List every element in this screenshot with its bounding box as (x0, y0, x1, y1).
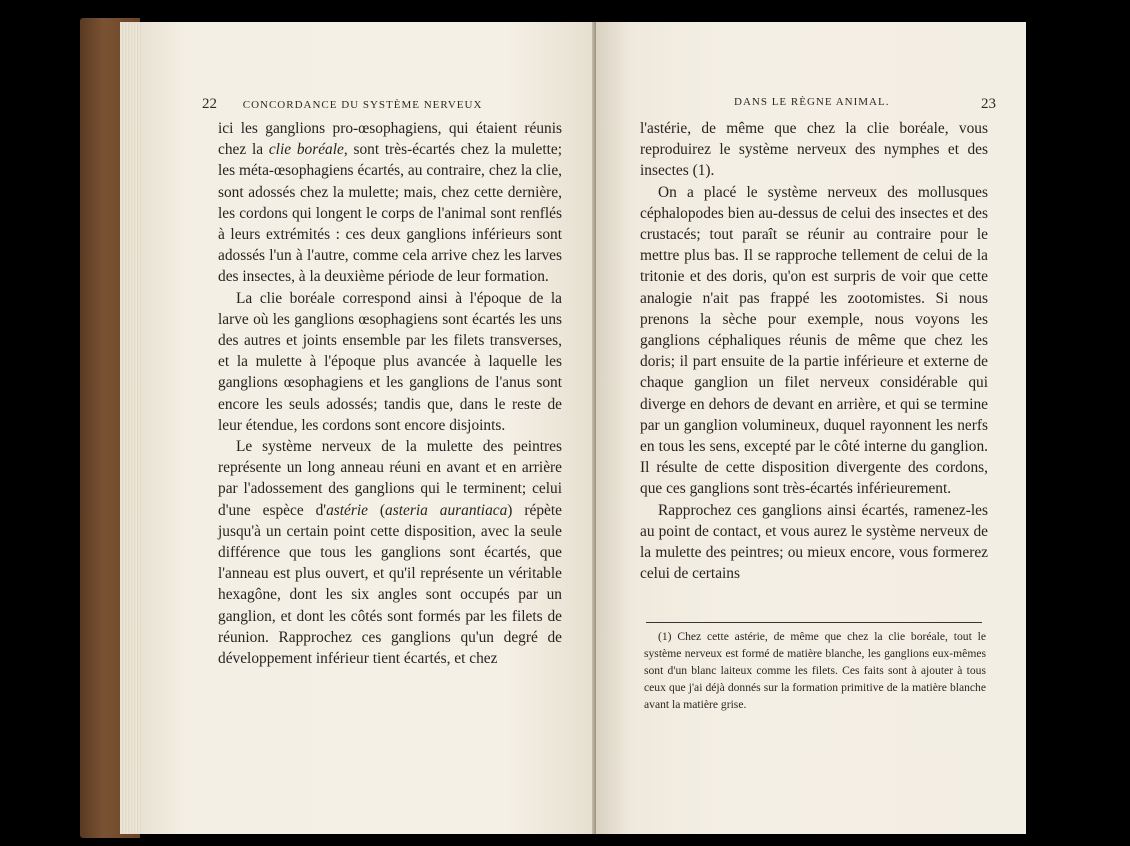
footnote-rule (646, 622, 982, 623)
right-running-head (734, 96, 996, 113)
left-page (142, 22, 596, 834)
right-paragraph-3: Rapprochez ces ganglions ainsi écartés, ramenez-les au point de contact, et vous aurez le système nerveux de la mulette des peintres; ou mieux encore, vous formerez celui de certains (640, 501, 988, 583)
left-head-title: CONCORDANCE DU SYSTÈME NERVEUX (242, 99, 483, 111)
right-head-title: DANS LE RÈGNE ANIMAL. (734, 96, 890, 108)
left-body-text (218, 118, 562, 669)
left-page-number: 22 (202, 96, 217, 112)
left-paragraph-2: La clie boréale correspond ainsi à l'époque de la larve où les ganglions œsophagiens sont écartés les uns des autres et joints ensemble par les filets transverses, et la mulette à l'époque plus avancée à laquelle les ganglions œsophagiens et les ganglions de l'anus sont encore les seuls adossés; tandis que, dans le reste de leur étendue, les cordons sont encore disjoints. (218, 289, 562, 434)
right-page-number: 23 (981, 96, 996, 112)
right-page (596, 22, 1026, 834)
open-book (80, 18, 1080, 838)
right-paragraph-1: l'astérie, de même que chez la clie boréale, vous reproduirez le système nerveux des nymphes et des insectes (1). (640, 120, 988, 180)
left-running-head (202, 96, 502, 113)
right-paragraph-2: On a placé le système nerveux des mollusques céphalopodes bien au-dessus de celui des insectes et des crustacés; tout paraît se réunir au contraire pour le mettre plus bas. Il se rapproche tellement de celui de la tritonie et des doris, qu'on est surpris de voir que cette analogie n'ait pas frappé les zootomistes. Si nous prenons la sèche pour exemple, nous voyons les ganglions céphaliques réunis de même que chez les doris; il part ensuite de la partie inférieure et externe de chaque ganglion un filet nerveux considérable qui diverge en dehors de devant en arrière, et qui se termine par un ganglion volumineux, duquel rayonnent les nerfs en tous les sens, excepté par le côté interne du ganglion. Il résulte de cette disposition divergente des cordons, que ces ganglions sont très-écartés inférieurement. (640, 183, 988, 498)
right-body-text (640, 118, 988, 584)
footnote (644, 628, 986, 713)
left-paragraph-1: ici les ganglions pro-œsophagiens, qui étaient réunis chez la clie boréale, sont très-écartés chez la mulette; les méta-œsophagiens écartés, au contraire, chez la clie, sont adossés chez la mulette; mais, chez cette dernière, les cordons qui longent le corps de l'animal sont renflés à leurs extrémités : ces deux ganglions inférieurs sont adossés l'un à l'autre, comme cela arrive chez les larves des insectes, à la deuxième période de leur formation. (218, 120, 562, 286)
footnote-text: (1) Chez cette astérie, de même que chez la clie boréale, tout le système nerveux est formé de matière blanche, les ganglions eux-mêmes sont d'un blanc laiteux comme les filets. Ces faits sont à ajouter à tous ceux que j'ai déjà donnés sur la formation primitive de la matière blanche avant la matière grise. (644, 630, 986, 711)
left-paragraph-3: Le système nerveux de la mulette des peintres représente un long anneau réuni en avant et en arrière par l'adossement des ganglions qui le terminent; celui d'une espèce d'astérie (asteria aurantiaca) répète jusqu'à un certain point cette disposition, avec la seule différence que tous les ganglions sont écartés, que l'anneau est plus ouvert, et qu'il représente un véritable hexagône, dont les six angles sont occupés par un ganglion, et dont les côtés sont formés par les filets de réunion. Rapprochez ces ganglions qu'un degré de développement inférieur tient écartés, et chez (218, 438, 562, 668)
